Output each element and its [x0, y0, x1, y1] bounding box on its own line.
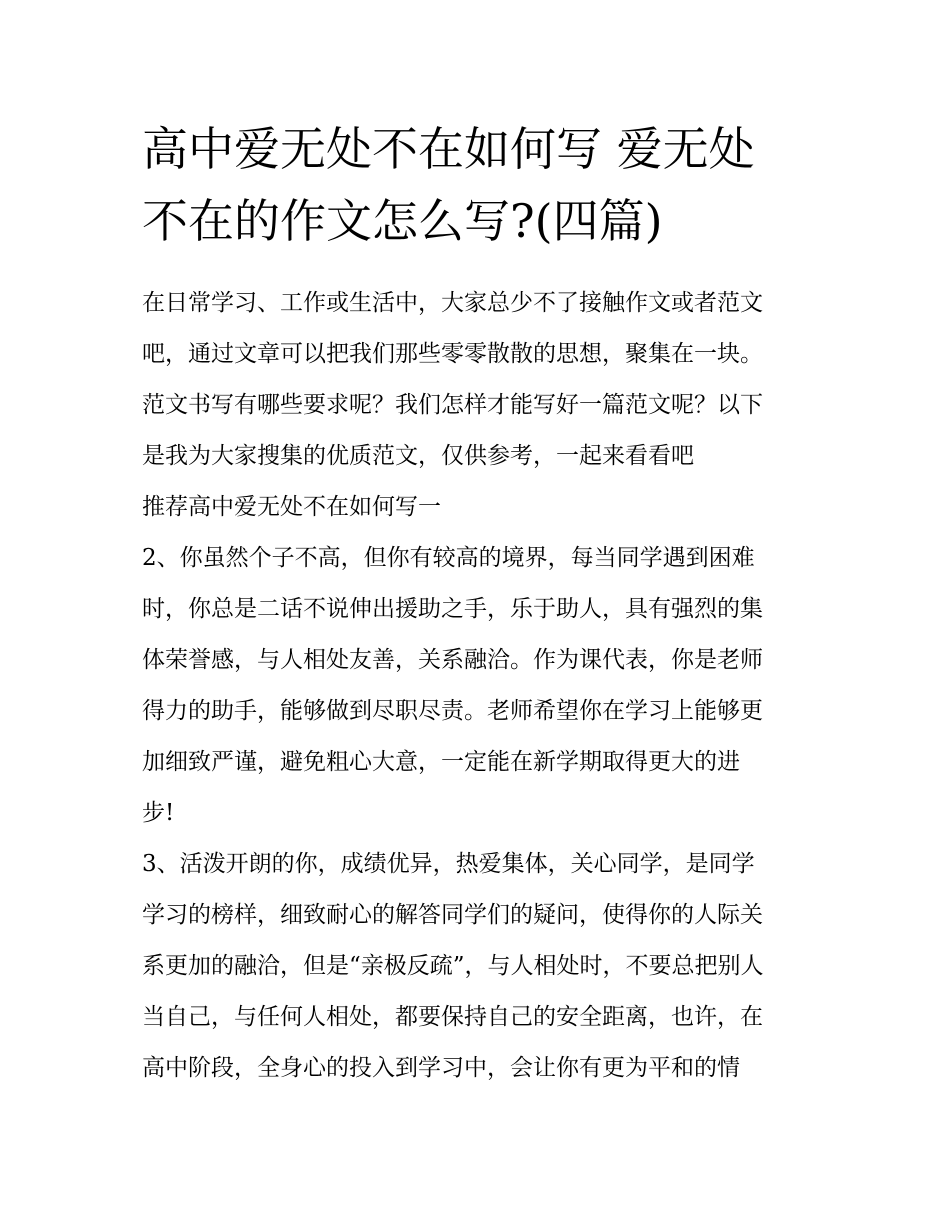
section-heading: 推荐高中爱无处不在如何写一 — [142, 494, 441, 520]
paragraph-line: 系更加的融洽，但是“亲极反疏”，与人相处时，不要总把别人 — [142, 953, 764, 979]
title-line: 不在的作文怎么写?(四篇) — [142, 194, 663, 248]
intro-line: 是我为大家搜集的优质范文，仅供参考，一起来看看吧 — [142, 443, 694, 469]
paragraph-line: 步! — [142, 800, 175, 826]
paragraph-line: 学习的榜样，细致耐心的解答同学们的疑问，使得你的人际关 — [142, 902, 763, 928]
paragraph-line: 2、你虽然个子不高，但你有较高的境界，每当同学遇到困难 — [142, 545, 755, 571]
paragraph-line: 加细致严谨，避免粗心大意，一定能在新学期取得更大的进 — [142, 749, 740, 775]
paragraph-line: 体荣誉感，与人相处友善，关系融洽。作为课代表，你是老师 — [142, 647, 763, 673]
paragraph-line: 3、活泼开朗的你，成绩优异，热爱集体，关心同学，是同学 — [142, 851, 755, 877]
paragraph-line: 时，你总是二话不说伸出援助之手，乐于助人，具有强烈的集 — [142, 596, 763, 622]
paragraph-line: 当自己，与任何人相处，都要保持自己的安全距离，也许，在 — [142, 1004, 763, 1030]
intro-line: 吧，通过文章可以把我们那些零零散散的思想，聚集在一块。 — [142, 341, 763, 367]
intro-line: 在日常学习、工作或生活中，大家总少不了接触作文或者范文 — [142, 290, 763, 316]
document-body — [142, 278, 822, 1094]
intro-line: 范文书写有哪些要求呢？我们怎样才能写好一篇范文呢？以下 — [142, 392, 763, 418]
title-line: 高中爱无处不在如何写 爱无处 — [142, 122, 755, 176]
paragraph-line: 高中阶段，全身心的投入到学习中，会让你有更为平和的情 — [142, 1055, 740, 1081]
paragraph-line: 得力的助手，能够做到尽职尽责。老师希望你在学习上能够更 — [142, 698, 763, 724]
document-title — [142, 113, 832, 257]
